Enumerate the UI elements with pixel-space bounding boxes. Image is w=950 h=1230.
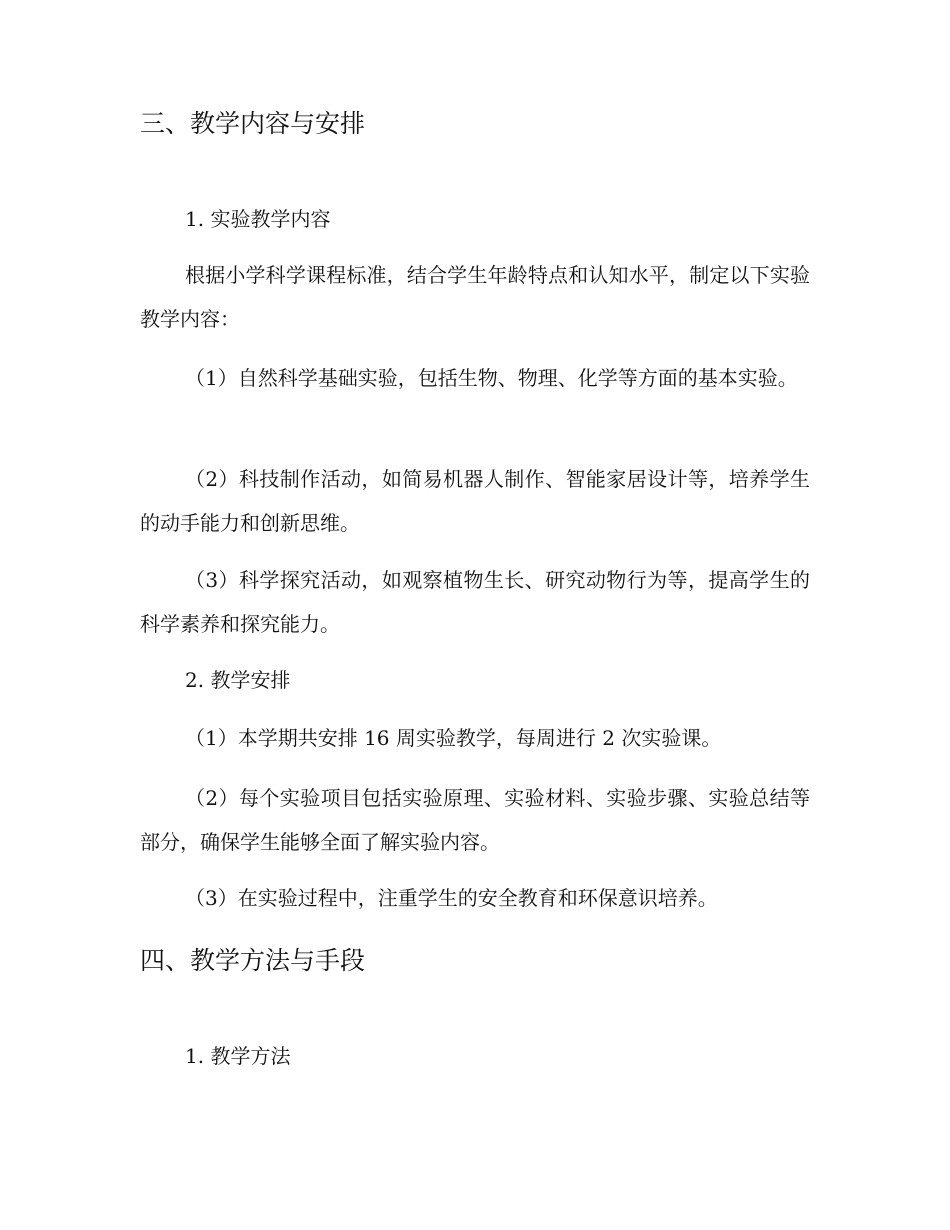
paragraph-schedule-3: （3）在实验过程中，注重学生的安全教育和环保意识培养。 bbox=[185, 886, 718, 910]
paragraph-schedule-2: （2）每个实验项目包括实验原理、实验材料、实验步骤、实验总结等部分，确保学生能够全面了解实验内容。 bbox=[140, 786, 810, 854]
section-heading-3: 三、教学内容与安排 bbox=[140, 109, 366, 138]
paragraph-item-1: （1）自然科学基础实验，包括生物、物理、化学等方面的基本实验。 bbox=[185, 366, 798, 390]
subsection-heading-3-1: 1. 实验教学内容 bbox=[185, 207, 331, 231]
paragraph-intro: 根据小学科学课程标准，结合学生年龄特点和认知水平，制定以下实验教学内容： bbox=[140, 263, 810, 331]
paragraph-item-2: （2）科技制作活动，如简易机器人制作、智能家居设计等，培养学生的动手能力和创新思维。 bbox=[140, 467, 810, 535]
subsection-heading-3-2: 2. 教学安排 bbox=[185, 668, 291, 692]
subsection-heading-4-1: 1. 教学方法 bbox=[185, 1044, 291, 1068]
paragraph-item-3: （3）科学探究活动，如观察植物生长、研究动物行为等，提高学生的科学素养和探究能力。 bbox=[140, 568, 810, 636]
paragraph-schedule-1: （1）本学期共安排 16 周实验教学，每周进行 2 次实验课。 bbox=[185, 726, 722, 750]
section-heading-4: 四、教学方法与手段 bbox=[140, 946, 366, 975]
